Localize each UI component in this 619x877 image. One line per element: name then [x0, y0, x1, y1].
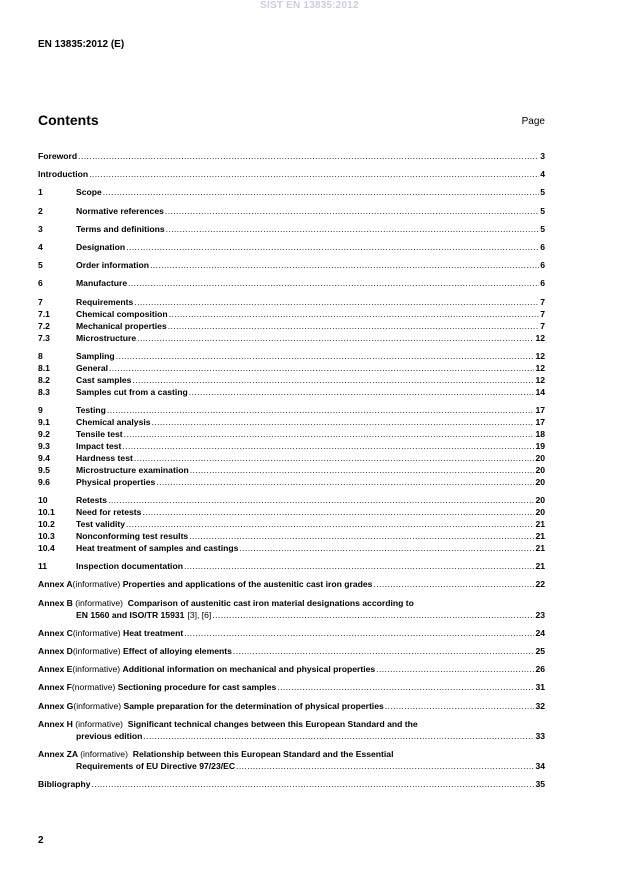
dot-leader — [128, 277, 539, 289]
toc-entry-page: 7 — [540, 320, 545, 331]
toc-entry-number: 8 — [38, 350, 43, 361]
toc-entry-number: 5 — [38, 260, 43, 271]
dot-leader — [137, 332, 534, 344]
toc-entry-title: Nonconforming test results — [76, 531, 189, 542]
toc-entry-number: 7.1 — [38, 308, 50, 319]
toc-entry-title: Requirements — [76, 296, 134, 307]
dot-leader — [107, 404, 535, 416]
toc-annex-entry[interactable] — [38, 578, 545, 590]
annex-title-continued: EN 1560 and ISO/TR 15931 — [76, 609, 185, 620]
toc-entry[interactable] — [38, 440, 545, 452]
toc-entry-title: Terms and definitions — [76, 223, 165, 234]
toc-entry-title: Testing — [76, 404, 106, 415]
annex-title-continued: previous edition — [76, 730, 143, 741]
annex-page: 31 — [535, 682, 545, 693]
page-column-label: Page — [521, 116, 545, 127]
toc-entry-title: Designation — [76, 241, 126, 252]
dot-leader — [239, 542, 534, 554]
toc-entry[interactable] — [38, 494, 545, 506]
toc-entry-title: Order information — [76, 260, 150, 271]
toc-entry-number: 10.2 — [38, 519, 55, 530]
dot-leader — [142, 506, 534, 518]
annex-label: Annex H — [38, 718, 73, 729]
annex-page: 35 — [535, 779, 545, 790]
toc-entry[interactable] — [38, 560, 545, 572]
table-of-contents — [38, 150, 545, 790]
toc-entry-title: Chemical composition — [76, 308, 168, 319]
toc-entry-number: 11 — [38, 561, 48, 572]
page-number: 2 — [38, 835, 44, 846]
dot-leader — [134, 452, 535, 464]
toc-entry[interactable] — [38, 259, 545, 271]
toc-entry-title: Physical properties — [76, 476, 156, 487]
toc-entry[interactable] — [38, 296, 545, 308]
annex-type: (informative) — [73, 700, 122, 711]
annex-title-continued: Requirements of EU Directive 97/23/EC — [76, 760, 236, 771]
toc-entry-page: 17 — [535, 416, 545, 427]
toc-entry[interactable] — [38, 416, 545, 428]
toc-entry-page: 7 — [540, 308, 545, 319]
toc-entry-number: 9.3 — [38, 440, 50, 451]
toc-entry[interactable] — [38, 386, 545, 398]
contents-heading: Contents — [38, 112, 99, 128]
annex-title: Effect of alloying elements — [123, 646, 232, 656]
toc-entry[interactable] — [38, 241, 545, 253]
toc-entry-page: 5 — [540, 205, 545, 216]
toc-entry[interactable] — [38, 168, 545, 180]
annex-title: Comparison of austenitic cast iron material designations according to — [127, 597, 414, 608]
dot-leader — [132, 374, 534, 386]
annex-title: Significant technical changes between this European Standard and the — [127, 718, 418, 729]
dot-leader — [373, 578, 534, 590]
dot-leader — [233, 645, 535, 657]
toc-entry-page: 14 — [535, 386, 545, 397]
annex-label: Annex G — [38, 700, 74, 711]
toc-entry[interactable] — [38, 476, 545, 488]
annex-page: 25 — [535, 646, 545, 656]
toc-entry-page: 20 — [535, 507, 545, 518]
toc-annex-entry[interactable] — [38, 718, 545, 742]
dot-leader — [122, 440, 534, 452]
toc-entry-title: Manufacture — [76, 278, 128, 289]
toc-entry-number: 10.1 — [38, 507, 55, 518]
dot-leader — [168, 320, 539, 332]
toc-entry[interactable] — [38, 332, 545, 344]
toc-entry[interactable] — [38, 223, 545, 235]
toc-entry-page: 6 — [540, 260, 545, 271]
annex-type: (normative) — [71, 682, 116, 693]
toc-entry-page: 19 — [535, 440, 545, 451]
dot-leader — [156, 476, 534, 488]
toc-entry-page: 6 — [540, 241, 545, 252]
dot-leader — [152, 416, 535, 428]
toc-annex-entry[interactable] — [38, 778, 545, 790]
dot-leader — [166, 223, 540, 235]
dot-leader — [124, 428, 535, 440]
toc-entry-title: Normative references — [76, 205, 164, 216]
annex-title: Sample preparation for the determination of physical properties — [123, 700, 384, 711]
toc-entry-page: 21 — [535, 531, 545, 542]
toc-entry-title: Scope — [76, 187, 102, 198]
annex-type: (informative) — [72, 646, 121, 656]
annex-title: Heat treatment — [123, 627, 184, 638]
annex-type: (informative) — [80, 748, 128, 759]
annex-page: 22 — [535, 579, 545, 590]
toc-annex-entry[interactable] — [38, 645, 545, 657]
dot-leader — [78, 150, 539, 162]
toc-entry-number: 10.4 — [38, 543, 55, 554]
toc-entry[interactable] — [38, 277, 545, 289]
toc-entry-page: 6 — [540, 278, 545, 289]
toc-entry-title: General — [76, 362, 109, 373]
toc-entry-page: 17 — [535, 404, 545, 415]
annex-label: Annex ZA — [38, 748, 78, 759]
toc-entry-page: 7 — [540, 296, 545, 307]
toc-entry-number: 7.2 — [38, 320, 50, 331]
toc-entry-page: 12 — [535, 362, 545, 373]
toc-entry-page: 12 — [535, 350, 545, 361]
watermark: SIST EN 13835:2012 — [260, 0, 359, 11]
dot-leader — [184, 560, 534, 572]
dot-leader — [165, 205, 539, 217]
annex-title: Bibliography — [38, 779, 91, 790]
toc-entry-title: Heat treatment of samples and castings — [76, 543, 239, 554]
toc-entry-title: Mechanical properties — [76, 320, 167, 331]
dot-leader — [169, 308, 540, 320]
toc-entry-page: 21 — [535, 519, 545, 530]
dot-leader — [103, 186, 539, 198]
toc-entry-page: 12 — [535, 332, 545, 343]
dot-leader — [189, 530, 534, 542]
toc-entry-number: 1 — [38, 187, 43, 198]
annex-page: 34 — [535, 760, 545, 771]
toc-entry-page: 4 — [540, 169, 545, 180]
toc-annex-entry[interactable] — [38, 627, 545, 639]
toc-entry-title: Inspection documentation — [76, 561, 183, 572]
annex-references: [3], [6] — [187, 609, 212, 620]
toc-entry-number: 7.3 — [38, 332, 50, 343]
toc-entry-number: 8.2 — [38, 374, 50, 385]
toc-entry-title: Need for retests — [76, 507, 142, 518]
toc-entry[interactable] — [38, 374, 545, 386]
toc-entry-title: Retests — [76, 495, 108, 506]
toc-entry-page: 5 — [540, 187, 545, 198]
dot-leader — [89, 168, 539, 180]
toc-entry-number: 9.1 — [38, 416, 50, 427]
toc-entry-page: 3 — [540, 151, 545, 161]
annex-title: Relationship between this European Standard and the Essential — [132, 748, 394, 759]
dot-leader — [108, 494, 534, 506]
toc-annex-entry[interactable] — [38, 700, 545, 712]
toc-entry-title: Cast samples — [76, 374, 132, 385]
toc-entry-number: 9.6 — [38, 476, 50, 487]
toc-entry-number: 4 — [38, 241, 43, 252]
dot-leader — [385, 700, 535, 712]
annex-type: (informative) — [72, 627, 121, 638]
dot-leader — [143, 730, 534, 742]
toc-entry-page: 12 — [535, 374, 545, 385]
toc-entry-number: 9.2 — [38, 428, 50, 439]
toc-entry-page: 20 — [535, 464, 545, 475]
annex-page: 23 — [535, 609, 545, 620]
dot-leader — [189, 386, 535, 398]
toc-entry[interactable] — [38, 506, 545, 518]
annex-label: Annex B — [38, 597, 73, 608]
toc-entry-title: Sampling — [76, 350, 115, 361]
toc-entry-title: Introduction — [38, 169, 89, 180]
dot-leader — [236, 760, 534, 772]
toc-entry-number: 10.3 — [38, 531, 55, 542]
toc-entry[interactable] — [38, 205, 545, 217]
toc-entry-number: 8.1 — [38, 362, 50, 373]
annex-page: 26 — [535, 664, 545, 675]
toc-entry-number: 3 — [38, 223, 43, 234]
toc-entry[interactable] — [38, 150, 545, 162]
dot-leader — [126, 518, 534, 530]
dot-leader — [277, 681, 534, 693]
toc-entry-number: 2 — [38, 205, 43, 216]
annex-type: (informative) — [75, 718, 124, 729]
toc-entry-title: Test validity — [76, 519, 126, 530]
toc-entry-page: 21 — [535, 561, 545, 572]
toc-entry-page: 20 — [535, 452, 545, 463]
toc-entry-title: Impact test — [76, 440, 122, 451]
toc-entry-number: 9.5 — [38, 464, 50, 475]
toc-entry-number: 7 — [38, 296, 43, 307]
dot-leader — [109, 362, 534, 374]
annex-page: 33 — [535, 730, 545, 741]
toc-entry[interactable] — [38, 186, 545, 198]
toc-entry[interactable] — [38, 518, 545, 530]
dot-leader — [376, 663, 534, 675]
dot-leader — [184, 627, 534, 639]
annex-type: (informative) — [75, 597, 124, 608]
toc-annex-entry[interactable] — [38, 663, 545, 675]
toc-entry-page: 18 — [535, 428, 545, 439]
annex-label: Annex A — [38, 579, 73, 590]
dot-leader — [150, 259, 539, 271]
toc-entry[interactable] — [38, 542, 545, 554]
annex-page: 32 — [535, 700, 545, 711]
dot-leader — [116, 350, 535, 362]
toc-entry-number: 9.4 — [38, 452, 50, 463]
toc-entry-title: Microstructure — [76, 332, 137, 343]
toc-entry-page: 5 — [540, 223, 545, 234]
toc-entry-page: 21 — [535, 543, 545, 554]
dot-leader — [134, 296, 539, 308]
toc-annex-entry[interactable] — [38, 681, 545, 693]
toc-entry-page: 20 — [535, 476, 545, 487]
toc-entry-page: 20 — [535, 495, 545, 506]
toc-entry[interactable] — [38, 350, 545, 362]
toc-entry[interactable] — [38, 320, 545, 332]
document-id: EN 13835:2012 (E) — [38, 39, 125, 50]
toc-entry-title: Tensile test — [76, 428, 123, 439]
annex-label: Annex E — [38, 664, 73, 675]
annex-title: Additional information on mechanical and physical properties — [122, 664, 376, 675]
annex-label: Annex D — [38, 646, 73, 656]
annex-label: Annex F — [38, 682, 72, 693]
toc-entry[interactable] — [38, 404, 545, 416]
toc-entry[interactable] — [38, 428, 545, 440]
toc-entry-number: 10 — [38, 495, 48, 506]
toc-entry[interactable] — [38, 530, 545, 542]
annex-page: 24 — [535, 627, 545, 638]
annex-type: (informative) — [72, 664, 121, 675]
toc-entry[interactable] — [38, 362, 545, 374]
annex-title: Properties and applications of the austenitic cast iron grades — [122, 579, 373, 590]
toc-annex-entry[interactable] — [38, 597, 545, 621]
annex-title: Sectioning procedure for cast samples — [117, 682, 277, 693]
toc-entry-title: Samples cut from a casting — [76, 386, 188, 397]
toc-entry[interactable] — [38, 308, 545, 320]
dot-leader — [190, 464, 535, 476]
toc-entry[interactable] — [38, 452, 545, 464]
annex-type: (informative) — [72, 579, 121, 590]
toc-annex-entry[interactable] — [38, 748, 545, 772]
toc-entry-title: Chemical analysis — [76, 416, 151, 427]
toc-entry-title: Hardness test — [76, 452, 133, 463]
toc-entry-title: Microstructure examination — [76, 464, 189, 475]
dot-leader — [92, 778, 535, 790]
toc-entry-number: 6 — [38, 278, 43, 289]
dot-leader — [126, 241, 539, 253]
annex-label: Annex C — [38, 627, 73, 638]
dot-leader — [212, 609, 534, 621]
toc-entry-number: 9 — [38, 404, 43, 415]
toc-entry[interactable] — [38, 464, 545, 476]
toc-entry-number: 8.3 — [38, 386, 50, 397]
toc-entry-title: Foreword — [38, 151, 78, 161]
